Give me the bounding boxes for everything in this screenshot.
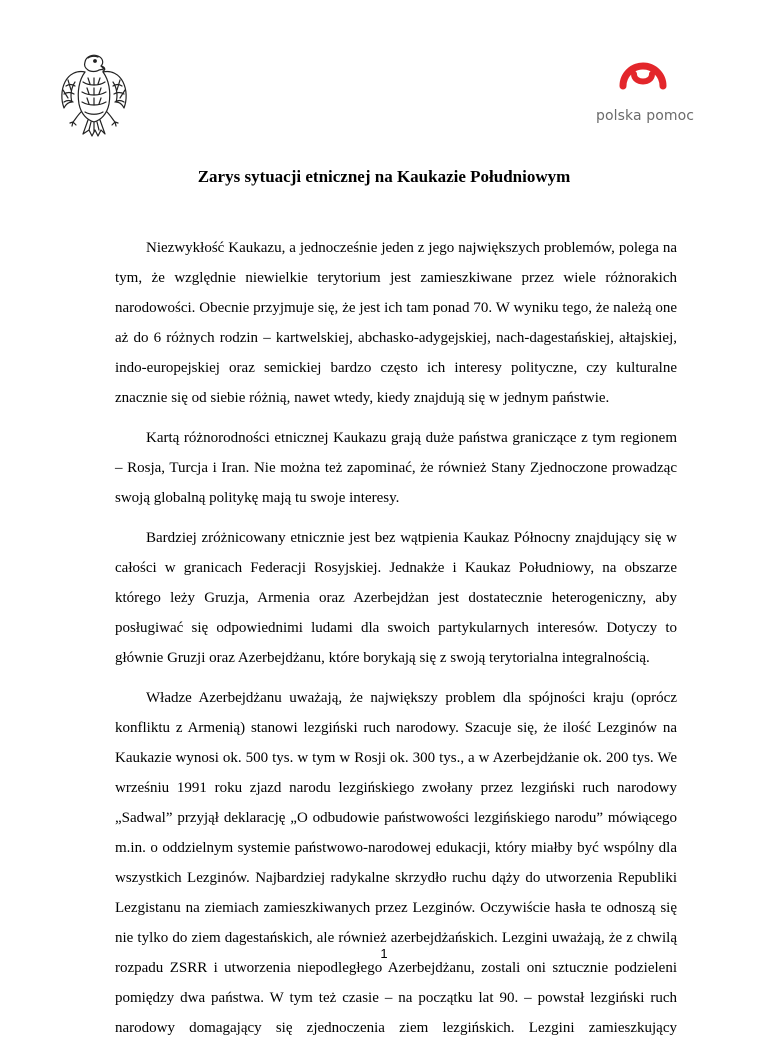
paragraph: Władze Azerbejdżanu uważają, że największy problem dla spójności kraju (oprócz konfliktu z Armenią) stanowi lezgiński ruch narodowy. Szacuje się, że ilość Lezginów na Kaukazie wynosi ok. 500 tys. w tym w Rosji ok. 300 tys., a w Azerbejdżanie ok. 200 tys. We wrześniu 1991 roku zjazd narodu lezgińskiego zwołany przez lezgiński ruch narodowy „Sadwal” przyjął deklarację „O odbudowie państwowości lezgińskiego narodu” mówiącego m.in. o oddzielnym systemie państwowo-narodowej edukacji, który miałby być wspólny dla wszystkich Lezginów. Najbardziej radykalne skrzydło ruchu dąży do utworzenia Republiki Lezgistanu na ziemiach zamieszkiwanych przez Lezginów. Oczywiście hasła te odnoszą się nie tylko do ziem dagestańskich, ale również azerbejdżańskich. Lezgini uważają, że z chwilą rozpadu ZSRR i utworzenia niepodległego Azerbejdżanu, zostali oni sztucznie podzieleni pomiędzy dwa państwa. W tym też czasie – na początku lat 90. – powstał lezgiński ruch narodowy domagający się zjednoczenia ziem lezgińskich. Lezgini zamieszkujący [115, 690, 677, 1036]
paragraph: Bardziej zróżnicowany etnicznie jest bez wątpienia Kaukaz Północny znajdujący się w całości w granicach Federacji Rosyjskiej. Jednakże i Kaukaz Południowy, na obszarze którego leży Gruzja, Armenia oraz Azerbejdżan jest dostatecznie heterogeniczny, aby posługiwać się odpowiednimi ludami dla swoich partykularnych interesów. Dotyczy to głównie Gruzji oraz Azerbejdżanu, które borykają się z swoją terytorialna integralnością. [115, 530, 677, 666]
polska-pomoc-logo-icon [617, 60, 669, 104]
eagle-emblem-icon [55, 52, 133, 138]
polska-pomoc-logo [588, 60, 698, 140]
document-body [115, 233, 677, 1053]
paragraph: Kartą różnorodności etnicznej Kaukazu grają duże państwa graniczące z tym regionem – Rosja, Turcja i Iran. Nie można też zapominać, że również Stany Zjednoczone prowadząc swoją globalną politykę mają tu swoje interesy. [115, 430, 677, 506]
brand-text: polska pomoc [596, 108, 695, 124]
document-title: Zarys sytuacji etnicznej na Kaukazie Południowym [197, 167, 571, 186]
page-number: 1 [380, 946, 388, 961]
paragraph: Niezwykłość Kaukazu, a jednocześnie jeden z jego największych problemów, polega na tym, że względnie niewielkie terytorium jest zamieszkiwane przez wiele różnorakich narodowości. Obecnie przyjmuje się, że jest ich tam ponad 70. W wyniku tego, że należą one aż do 6 różnych rodzin – kartwelskiej, abchasko-adygejskiej, nach-dagestańskiej, ałtajskiej, indo-europejskiej oraz semickiej bardzo często ich interesy polityczne, czy kulturalne znacznie się od siebie różnią, nawet wtedy, kiedy znajdują się w jednym państwie. [115, 240, 677, 406]
